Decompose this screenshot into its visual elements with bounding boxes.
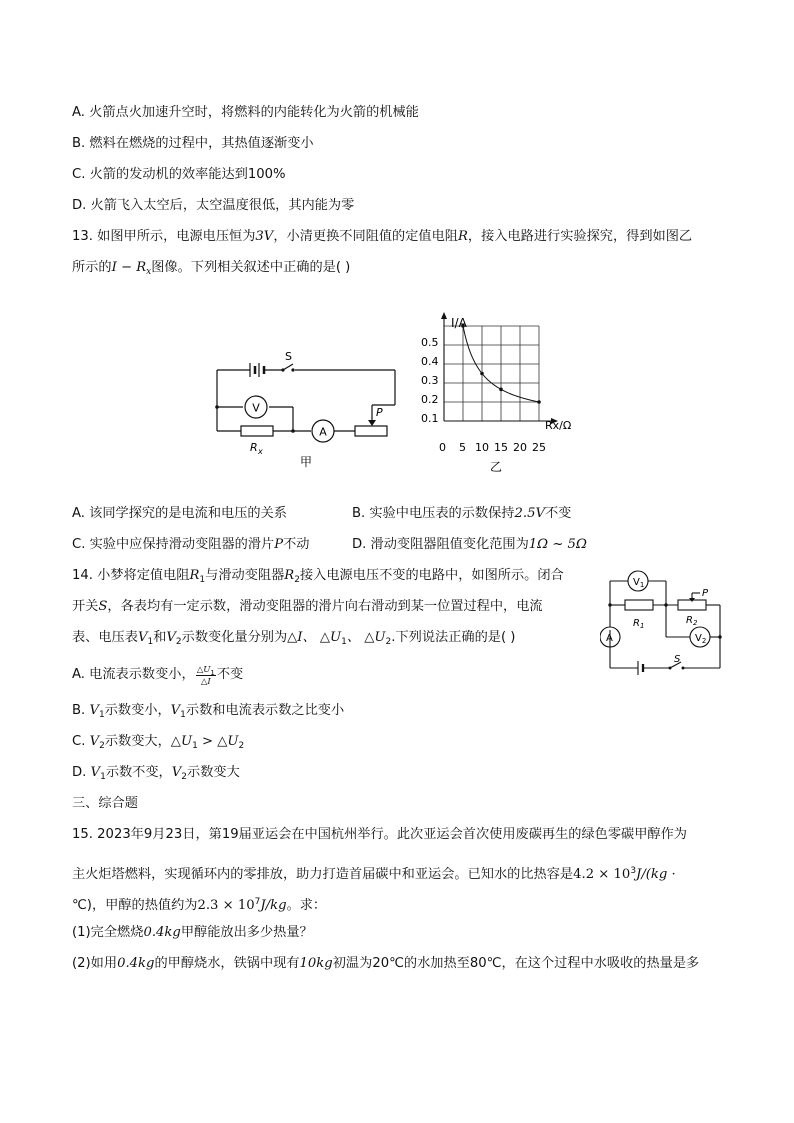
q14-stem-line3: 表、电压表$V_1$和$V_2$示数变化量分别为△I、 $\triangle U_1$、 $\triangle U_2$.下列说法正确的是( ) bbox=[72, 630, 516, 647]
q13-option-c: C. 实验中应保持滑动变阻器的滑片P不动 bbox=[72, 537, 310, 552]
q14-stem-line2: 开关S，各表均有一定示数，滑动变阻器的滑片向右滑动到某一位置过程中，电流 bbox=[72, 599, 543, 614]
q12-option-b: B. 燃料在燃烧的过程中，其热值逐渐变小 bbox=[72, 136, 314, 151]
q14-option-b: B. $V_1$示数变小，$V_1$示数和电流表示数之比变小 bbox=[72, 703, 345, 720]
q14-slider-label: P bbox=[702, 588, 709, 599]
v2-label: $V_2$ bbox=[695, 633, 707, 645]
q12-option-c: C. 火箭的发动机的效率能达到100% bbox=[72, 167, 286, 182]
curve-point-10 bbox=[480, 372, 484, 376]
x-tick-25: 25 bbox=[532, 441, 546, 454]
section-heading: 三、综合题 bbox=[72, 796, 138, 811]
q14-ammeter-label: A bbox=[606, 633, 613, 644]
q14-circuit-diagram bbox=[600, 565, 730, 680]
q13-circuit-diagram bbox=[205, 345, 405, 475]
resistor-label-sub: x bbox=[258, 447, 263, 456]
circuit-caption: 甲 bbox=[300, 455, 313, 469]
q15-stem-line3: ℃)，甲醇的热值约为$2.3 \times 10^7J/kg$。求： bbox=[72, 897, 327, 913]
q12-option-a: A. 火箭点火加速升空时，将燃料的内能转化为火箭的机械能 bbox=[72, 105, 419, 120]
y-tick-0.1: 0.1 bbox=[421, 412, 439, 425]
resistor-rx bbox=[241, 426, 273, 436]
v1-label: $V_1$ bbox=[633, 577, 645, 589]
rheostat bbox=[355, 426, 387, 436]
y-tick-0.2: 0.2 bbox=[421, 393, 439, 406]
y-tick-0.5: 0.5 bbox=[421, 336, 439, 349]
q14-option-c: C. $V_2$示数变大，$\triangle U_1$ > $\triangle U_2$ bbox=[72, 734, 245, 751]
q15-sub-question-1: (1)完全燃烧0.4kg甲醇能放出多少热量？ bbox=[72, 925, 313, 940]
q12-option-d: D. 火箭飞入太空后，太空温度很低，其内能为零 bbox=[72, 198, 355, 213]
y-axis-label: I/A bbox=[451, 316, 467, 330]
switch-blade bbox=[283, 364, 293, 370]
curve-point-15 bbox=[499, 388, 503, 392]
curve-point-25 bbox=[537, 400, 541, 404]
q13-option-d: D. 滑动变阻器阻值变化范围为1Ω ~ 5Ω bbox=[352, 537, 587, 552]
resistor-label: R bbox=[250, 441, 258, 454]
q15-stem-line1: 15. 2023年9月23日，第19届亚运会在中国杭州举行。此次亚运会首次使用废碳再生的绿色零碳甲醇作为 bbox=[72, 827, 687, 842]
x-axis-label: Rx/Ω bbox=[545, 419, 572, 432]
r1-label: $R_1$ bbox=[633, 618, 645, 630]
voltmeter-label: V bbox=[252, 401, 260, 415]
resistor-r1 bbox=[625, 600, 653, 610]
switch-label: S bbox=[285, 350, 292, 363]
q13-graph bbox=[418, 308, 598, 478]
ammeter-label: A bbox=[319, 425, 327, 439]
x-tick-5: 5 bbox=[459, 441, 466, 454]
x-tick-0: 0 bbox=[439, 441, 446, 454]
r2-label: $R_2$ bbox=[686, 615, 698, 627]
q13-stem-line2: 所示的$I - R_x$图像。下列相关叙述中正确的是( ) bbox=[72, 260, 351, 277]
x-tick-20: 20 bbox=[513, 441, 527, 454]
q13-option-b: B. 实验中电压表的示数保持2.5V不变 bbox=[352, 506, 572, 521]
q14-switch-label: S bbox=[674, 654, 681, 665]
q14-option-d: D. $V_1$示数不变，$V_2$示数变大 bbox=[72, 765, 240, 782]
q13-stem-line1: 13. 如图甲所示，电源电压恒为3V，小清更换不同阻值的定值电阻R，接入电路进行实验探究，得到如图乙 bbox=[72, 229, 693, 244]
y-tick-0.3: 0.3 bbox=[421, 374, 439, 387]
delta-u1-over-delta-i: $\frac{\triangle U_1}{\triangle I}$ bbox=[196, 665, 215, 687]
q15-stem-line2: 主火炬塔燃料，实现循环内的零排放，助力打造首届碳中和亚运会。已知水的比热容是$4.2 \times 10^3J/(kg$ · bbox=[72, 866, 676, 882]
x-tick-10: 10 bbox=[475, 441, 489, 454]
q15-sub-question-2: (2)如用0.4kg的甲醇烧水，铁锅中现有10kg初温为20℃的水加热至80℃，在这个过程中水吸收的热量是多 bbox=[72, 956, 700, 971]
q14-option-a: A. 电流表示数变小，$\frac{\triangle U_1}{\triangle I}$不变 bbox=[72, 665, 244, 687]
slider-label: P bbox=[376, 406, 383, 419]
q14-stem-line1: 14. 小梦将定值电阻$R_1$与滑动变阻器$R_2$接入电源电压不变的电路中，如图所示。闭合 bbox=[72, 568, 564, 585]
x-tick-15: 15 bbox=[494, 441, 508, 454]
y-tick-0.4: 0.4 bbox=[421, 355, 439, 368]
q13-option-a: A. 该同学探究的是电流和电压的关系 bbox=[72, 506, 287, 521]
graph-caption: 乙 bbox=[490, 460, 503, 474]
